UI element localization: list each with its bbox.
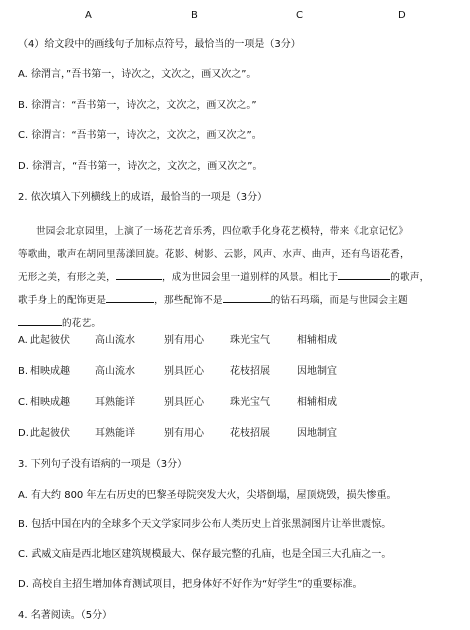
passage-line xyxy=(18,289,458,312)
passage-text: 无形之美，有形之美， xyxy=(18,272,116,283)
q3-stem: 3. 下列句子没有语病的一项是（3分） xyxy=(18,459,188,470)
column-b: B xyxy=(191,10,198,21)
passage-line: 世园会北京园里，上演了一场花艺音乐秀，四位歌手化身花艺模特，带来《北京记忆》 xyxy=(36,226,409,237)
q3-option-a[interactable] xyxy=(18,491,396,501)
column-a: A xyxy=(85,10,92,21)
option-text: 武威文庙是西北地区建筑规模最大、保存最完整的孔庙，也是全国三大孔庙之一。 xyxy=(31,549,392,560)
option-label: B. xyxy=(18,366,29,377)
q3-option-d[interactable] xyxy=(18,580,362,590)
blank-4[interactable] xyxy=(223,293,271,303)
passage-line xyxy=(18,266,458,289)
q4-option-c[interactable] xyxy=(18,131,262,141)
blank-2[interactable] xyxy=(338,270,390,280)
option-label: C. xyxy=(18,130,29,141)
passage-text: 歌手身上的配饰更是 xyxy=(18,295,107,306)
option-label: B. xyxy=(18,100,29,111)
option-label: B. xyxy=(18,519,29,530)
q4-option-d[interactable] xyxy=(18,162,262,172)
option-text: 徐渭言，”吾书第一，诗次之，文次之，画又次之”。 xyxy=(31,69,257,80)
option-text: 徐渭言：“吾书第一，诗次之，文次之，画又次之”。 xyxy=(31,130,262,141)
option-word: 别有用心 xyxy=(164,335,204,346)
option-word: 耳熟能详 xyxy=(95,397,135,408)
column-d: D xyxy=(398,10,406,21)
option-word: 相辅相成 xyxy=(297,397,337,408)
option-word: 因地制宜 xyxy=(297,366,337,377)
q4-option-b[interactable] xyxy=(18,101,257,111)
passage-text: 的钻石玛瑙，而是与世园会主题 xyxy=(270,295,408,306)
option-text: 徐渭言，“吾书第一，诗次之，文次之，画又次之”。 xyxy=(32,161,263,172)
option-label: A. xyxy=(18,490,28,501)
option-label: C. xyxy=(18,549,29,560)
option-label: D. xyxy=(18,579,29,590)
option-text: 徐渭言：“吾书第一，诗次之，文次之，画又次之。” xyxy=(31,100,257,111)
q4-stem: （4）给文段中的画线句子加标点符号，最恰当的一项是（3分） xyxy=(18,39,301,50)
option-label: C. xyxy=(18,397,29,408)
q4b-stem: 4. 名著阅读。（5分） xyxy=(18,610,113,621)
option-word: 相映成趣 xyxy=(30,366,70,377)
passage-line: 等歌曲，歌声在胡同里荡漾回旋。花影、树影、云影，风声、水声、曲声，还有鸟语花香， xyxy=(18,249,410,260)
passage-text: ，成为世园会里一道别样的风景。相比于 xyxy=(161,272,339,283)
option-word: 珠光宝气 xyxy=(230,397,270,408)
blank-3[interactable] xyxy=(106,293,154,303)
option-label: A. xyxy=(18,335,28,346)
passage-text: ，那些配饰不是 xyxy=(154,295,223,306)
q3-option-b[interactable] xyxy=(18,520,391,530)
option-text: 包括中国在内的全球多个天文学家同步公布人类历史上首张黑洞图片让举世震惊。 xyxy=(31,519,392,530)
option-word: 花枝招展 xyxy=(230,366,270,377)
option-label: D. xyxy=(18,161,29,172)
option-label: A. xyxy=(18,69,28,80)
option-word: 花枝招展 xyxy=(230,428,270,439)
option-word: 此起彼伏 xyxy=(30,428,70,439)
passage-line xyxy=(18,312,458,335)
q4-option-a[interactable] xyxy=(18,70,256,80)
option-word: 耳熟能详 xyxy=(95,428,135,439)
q3-option-c[interactable] xyxy=(18,550,391,560)
passage-text: 的歌声， xyxy=(390,272,430,283)
q2-passage xyxy=(18,220,458,335)
option-word: 珠光宝气 xyxy=(230,335,270,346)
option-text: 高校自主招生增加体育测试项目，把身体好不好作为“好学生”的重要标准。 xyxy=(32,579,363,590)
option-label: D. xyxy=(18,428,29,439)
option-word: 此起彼伏 xyxy=(30,335,70,346)
blank-5[interactable] xyxy=(18,316,62,326)
option-word: 相辅相成 xyxy=(297,335,337,346)
option-text: 有大约 800 年左右历史的巴黎圣母院突发大火，尖塔倒塌，屋顶烧毁，损失惨重。 xyxy=(31,490,397,501)
option-word: 高山流水 xyxy=(95,366,135,377)
passage-text: 的花艺。 xyxy=(62,318,102,329)
q2-stem: 2. 依次填入下列横线上的成语，最恰当的一项是（3分） xyxy=(18,192,268,203)
option-word: 别具匠心 xyxy=(164,366,204,377)
option-word: 高山流水 xyxy=(95,335,135,346)
column-c: C xyxy=(296,10,303,21)
option-word: 相映成趣 xyxy=(30,397,70,408)
blank-1[interactable] xyxy=(116,270,162,280)
option-word: 因地制宜 xyxy=(297,428,337,439)
option-word: 别有用心 xyxy=(164,428,204,439)
option-word: 别具匠心 xyxy=(164,397,204,408)
